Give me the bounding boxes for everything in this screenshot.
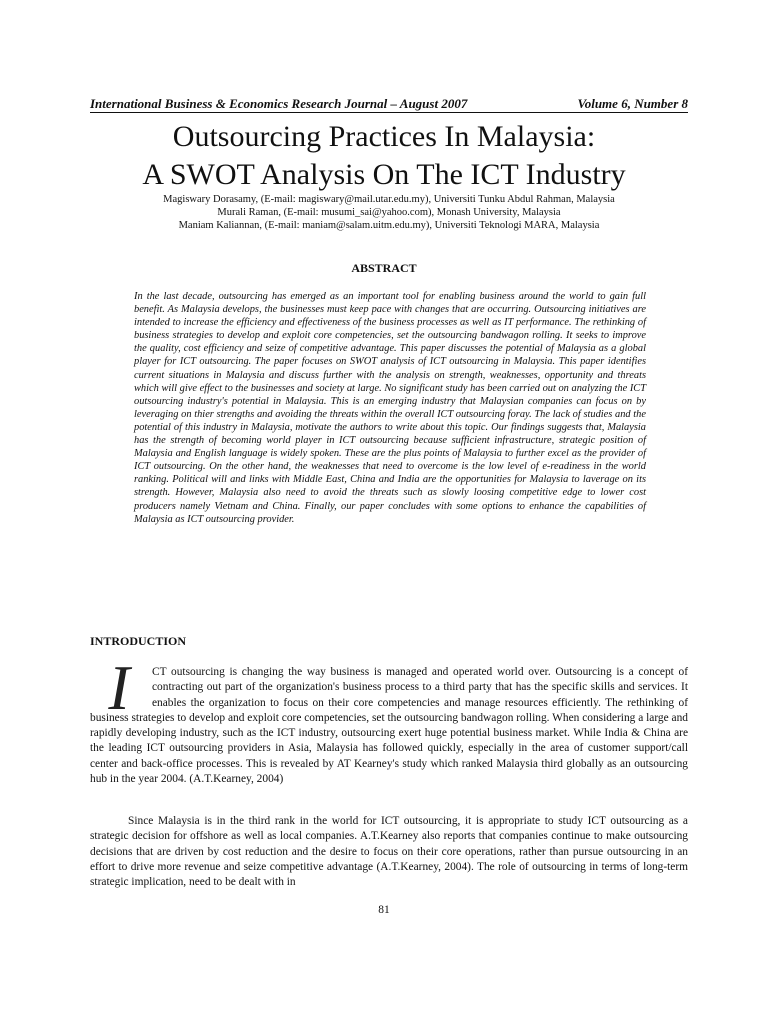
author-list <box>90 193 688 232</box>
title-line-1: Outsourcing Practices In Malaysia: <box>172 120 596 153</box>
drop-cap-letter: I <box>108 652 130 723</box>
author-line: Murali Raman, (E-mail: musumi_sai@yahoo.com), Monash University, Malaysia <box>217 207 561 218</box>
paragraph-text: CT outsourcing is changing the way business is managed and operated world over. Outsourcing is a concept of contracting out part of the organization's business process to a third party that has the specific skills and services. It enables the organization to focus on their core competencies and manage resources efficiently. The rethinking of business strategies to develop and exploit core competencies, set the outsourcing bandwagon rolling. When considering a large and rapidly developing industry, such as the ICT industry, outsourcing exert huge potential business market. While India & China are the leading ICT outsourcing providers in Asia, Malaysia has followed quickly, especially in the area of customer support/call center and back-office processes. This is revealed by AT Kearney's study which ranked Malaysia third globally as an outsourcing hub in the year 2004. (A.T.Kearney, 2004) <box>90 666 688 786</box>
paper-title <box>60 118 708 194</box>
introduction-paragraph-1 <box>90 652 688 787</box>
page-number: 81 <box>378 904 390 916</box>
author-line: Maniam Kaliannan, (E-mail: maniam@salam.uitm.edu.my), Universiti Teknologi MARA, Malaysia <box>178 220 600 231</box>
journal-name: International Business & Economics Research Journal – August 2007 <box>90 96 468 111</box>
running-header <box>90 96 688 113</box>
title-line-2: A SWOT Analysis On The ICT Industry <box>142 158 626 191</box>
author-line: Magiswary Dorasamy, (E-mail: magiswary@mail.utar.edu.my), Universiti Tunku Abdul Rahman, Malaysia <box>163 194 615 205</box>
introduction-paragraph-2: Since Malaysia is in the third rank in the world for ICT outsourcing, it is appropriate to study ICT outsourcing as a strategic decision for offshore as well as local companies. A.T.Kearney also reports that companies continue to make outsourcing decisions that are driven by cost reduction and the desire to focus on their core operations, rather than pursue outsourcing in an effort to drive more revenue and seize competitive advantage (A.T.Kearney, 2004). The role of outsourcing in terms of long-term strategic implication, need to be dealt with in <box>90 815 688 889</box>
abstract-heading: ABSTRACT <box>351 261 417 275</box>
volume-number: Volume 6, Number 8 <box>577 96 688 111</box>
abstract-text: In the last decade, outsourcing has emerged as an important tool for enabling business around the world to gain full benefit. As Malaysia develops, the businesses must keep pace with changes that are occurring. Outsourcing initiatives are intended to increase the efficiency and effectiveness of the business processes as well as IT performance. The rethinking of business strategies to develop and exploit core competencies, set the outsourcing bandwagon rolling. It seeks to improve the quality, cost efficiency and seize of competitive advantage. This paper discusses the potential of Malaysia as a global player for ICT outsourcing. The paper focuses on SWOT analysis of ICT outsourcing in Malaysia. This paper identifies current situations in Malaysia and discuss further with the analysis on strength, weaknesses, opportunity and threats which will give effect to the businesses and society at large. No significant study has been carried out on analyzing the ICT outsourcing industry's potential in Malaysia. This is an emerging industry that Malaysian companies can focus on by leveraging on thier strengths and avoiding the threats within the overall ICT outsourcing foray. The lack of studies and the potential of this industry in Malaysia, motivate the authors to write about this topic. Our findings suggests that, Malaysia has the strength of becoming world player in ICT outsourcing because sufficient infrastructure, strategic position of Malaysia and English language is widely spoken. These are the plus points of Malaysia to further excel as the provider of ICT outsourcing. On the other hand, the weaknesses that need to overcome is the low level of e-readiness in the world ranking. Political will and links with Middle East, China and India are the opportunities for Malaysia to laverage on its strength. However, Malaysia also need to avoid the threats such as slowly loosing competitive edge to lower cost producers namely Vietnam and China. Finally, our paper concludes with some options to enhance the capabilities of Malaysia as ICT outsourcing provider. <box>134 291 646 525</box>
introduction-heading: INTRODUCTION <box>90 634 187 648</box>
